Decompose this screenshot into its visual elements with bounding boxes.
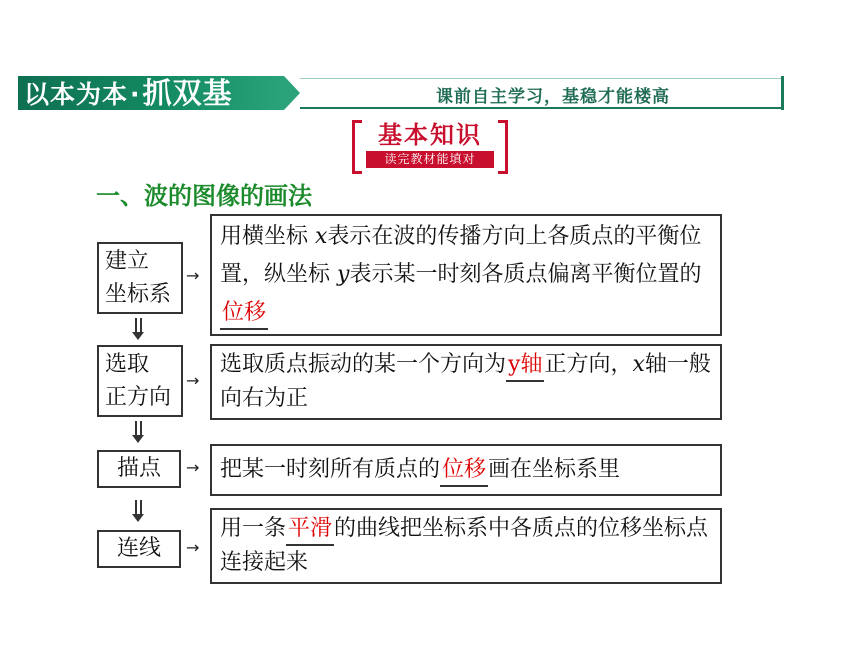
answer-blank: 平滑 [286,514,334,546]
step-label-line: 选取 [105,352,150,377]
arrow-right-icon: → [186,458,200,477]
banner-bottom-line [300,107,784,109]
section-heading: 一、波的图像的画法 [96,182,312,210]
banner-dot: · [130,80,141,109]
desc-text: 用一条 [220,516,287,541]
desc-text: 选取质点振动的某一个方向为 [220,352,507,377]
bracket-right-icon [498,120,508,174]
desc-text: 的曲线把坐标系中各质点的位移坐标点连接起来 [220,516,709,575]
bracket-left-icon [352,120,362,174]
var-y: y [337,262,350,287]
knowledge-subtitle: 读完教材能填对 [366,151,494,168]
desc-text: 轴一般向右为正 [220,352,711,411]
banner-endcap [781,76,784,110]
step-label-coordinate [97,242,183,314]
step-description [210,344,722,420]
desc-text: 表示在波的传播方向上各质点的平衡位置，纵坐标 [220,224,702,287]
knowledge-title-block [352,120,508,174]
desc-text: 画在坐标系里 [488,457,621,482]
banner-title-b: 抓双基 [142,76,233,110]
answer-blank: 位移 [440,455,488,487]
desc-text: 用横坐标 [220,224,315,249]
var-x: x [632,352,645,377]
step-description [210,508,722,584]
desc-text: 正方向， [544,352,633,377]
var-x: x [315,224,328,249]
banner-subtitle: 课前自主学习，基稳才能楼高 [436,87,670,107]
desc-text: 表示某一时刻各质点偏离平衡位置的 [349,262,702,287]
step-label-line: 建立 [105,249,150,274]
step-label-line: 正方向 [105,385,172,410]
banner-top-line [300,78,784,79]
banner-label [18,76,284,110]
arrow-right-icon: → [186,266,200,285]
double-arrow-down-icon [132,318,146,342]
double-arrow-down-icon [132,500,146,524]
step-description [210,444,722,496]
step-label-connect: 连线 [97,530,181,568]
arrow-right-icon: → [186,371,200,390]
header-banner [18,76,784,110]
desc-text: 把某一时刻所有质点的 [220,457,441,482]
step-label-plot: 描点 [97,450,181,488]
step-label-direction [97,345,183,417]
answer-blank: y轴 [506,350,544,382]
step-label-line: 坐标系 [105,282,172,307]
knowledge-title: 基本知识 [378,121,482,149]
step-description [210,214,722,336]
double-arrow-down-icon [132,421,146,445]
banner-title-a: 以本为本 [24,80,129,109]
banner-arrow-shape [284,76,300,110]
answer-blank: 位移 [220,298,268,330]
arrow-right-icon: → [186,538,200,557]
